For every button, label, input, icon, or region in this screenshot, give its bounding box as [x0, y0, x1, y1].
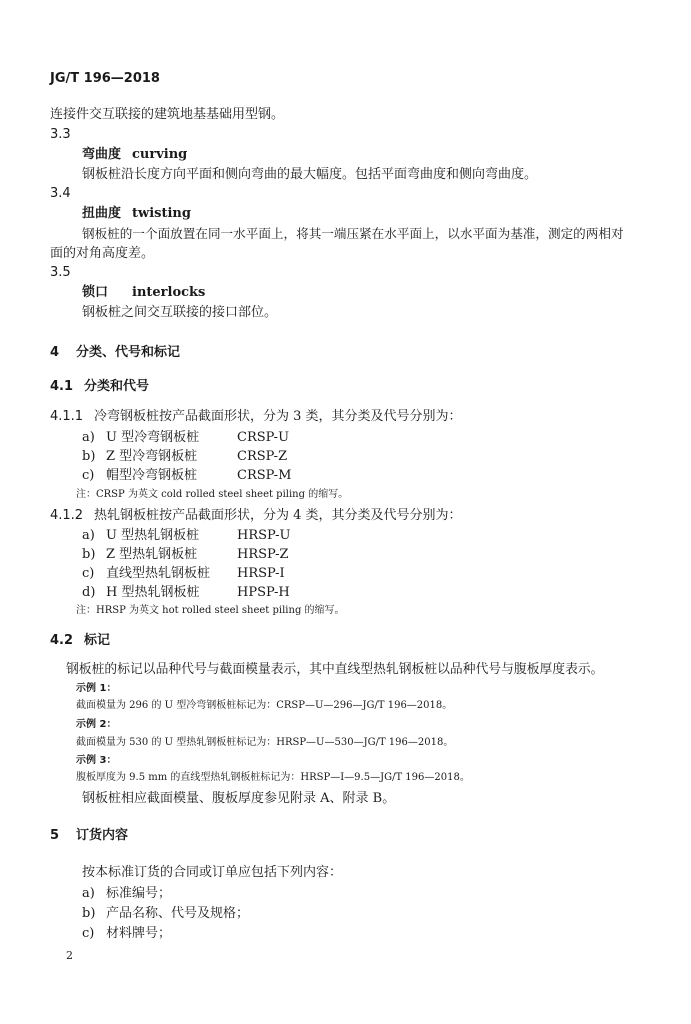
term-number: 3.4 — [50, 186, 71, 201]
clause-number: 4.1.1 — [50, 409, 84, 424]
list-item-name: 帽型冷弯钢板桩 — [106, 468, 198, 483]
list-item-text: 产品名称、代号及规格； — [106, 906, 250, 921]
subsection-title: 标记 — [84, 633, 111, 648]
list-item-name: U 型热轧钢板桩 — [106, 528, 200, 543]
list-item-code: CRSP-Z — [237, 449, 288, 464]
list-marker: b) — [82, 906, 96, 921]
list-item-name: U 型冷弯钢板桩 — [106, 430, 200, 445]
list-marker: a) — [82, 528, 95, 543]
term-title-en: twisting — [132, 206, 191, 221]
list-item-code: CRSP-U — [237, 430, 290, 445]
subsection-number: 4.1 — [50, 379, 74, 394]
list-marker: c) — [82, 566, 95, 581]
subsection-number: 4.2 — [50, 633, 74, 648]
list-item-name: 直线型热轧钢板桩 — [106, 566, 211, 581]
section-number: 5 — [50, 828, 60, 843]
example-label: 示例 3： — [76, 755, 117, 766]
section-title: 订货内容 — [76, 828, 129, 843]
term-definition: 钢板桩的一个面放置在同一水平面上，将其一端压紧在水平面上，以水平面为基准，测定的两相对 — [82, 226, 624, 241]
list-marker: c) — [82, 468, 95, 483]
subsection-title: 分类和代号 — [84, 379, 150, 394]
list-item-name: H 型热轧钢板桩 — [106, 585, 200, 600]
example-text: 截面模量为 530 的 U 型热轧钢板桩标记为：HRSP—U—530—JG/T 196—2018。 — [76, 737, 454, 748]
list-item-text: 材料牌号； — [106, 926, 172, 941]
list-item-code: HRSP-Z — [237, 547, 289, 562]
list-marker: c) — [82, 926, 95, 941]
list-marker: b) — [82, 547, 96, 562]
section-title: 分类、代号和标记 — [76, 345, 181, 360]
term-definition: 钢板桩沿长度方向平面和侧向弯曲的最大幅度。包括平面弯曲度和侧向弯曲度。 — [82, 167, 538, 182]
example-label: 示例 1： — [76, 683, 117, 694]
term-title-zh: 弯曲度 — [82, 147, 122, 162]
term-definition-cont: 面的对角高度差。 — [50, 246, 155, 261]
list-item-code: HRSP-U — [237, 528, 291, 543]
note: 注：CRSP 为英文 cold rolled steel sheet piling 的缩写。 — [76, 489, 349, 500]
list-item-code: HRSP-I — [237, 566, 285, 581]
clause-text: 钢板桩的标记以品种代号与截面模量表示，其中直线型热轧钢板桩以品种代号与腹板厚度表示。 — [66, 662, 604, 677]
list-marker: a) — [82, 430, 95, 445]
term-number: 3.3 — [50, 127, 71, 142]
list-marker: a) — [82, 886, 95, 901]
example-text: 截面模量为 296 的 U 型冷弯钢板桩标记为：CRSP—U—296—JG/T 196—2018。 — [76, 700, 453, 711]
list-item-code: CRSP-M — [237, 468, 292, 483]
page-number: 2 — [66, 949, 73, 962]
list-item-code: HPSP-H — [237, 585, 290, 600]
term-title-en: interlocks — [132, 285, 206, 300]
list-item-name: Z 型冷弯钢板桩 — [106, 449, 198, 464]
term-title-en: curving — [132, 147, 188, 162]
term-number: 3.5 — [50, 265, 71, 280]
term-definition: 钢板桩之间交互联接的接口部位。 — [82, 305, 278, 320]
example-label: 示例 2： — [76, 719, 117, 730]
example-text: 腹板厚度为 9.5 mm 的直线型热轧钢板桩标记为：HRSP—I—9.5—JG/T 196—2018。 — [76, 772, 470, 783]
list-item-text: 标准编号； — [106, 886, 172, 901]
list-marker: b) — [82, 449, 96, 464]
term-title-zh: 扭曲度 — [82, 206, 122, 221]
clause-text: 冷弯钢板桩按产品截面形状，分为 3 类，其分类及代号分别为： — [94, 409, 462, 424]
note: 注：HRSP 为英文 hot rolled steel sheet piling 的缩写。 — [76, 605, 345, 616]
clause-text: 热轧钢板桩按产品截面形状，分为 4 类，其分类及代号分别为： — [94, 508, 462, 523]
standard-code: JG/T 196—2018 — [50, 71, 160, 86]
term-title-zh: 锁口 — [82, 285, 109, 300]
list-item-name: Z 型热轧钢板桩 — [106, 547, 198, 562]
appendix-reference: 钢板桩相应截面模量、腹板厚度参见附录 A、附录 B。 — [82, 791, 396, 806]
intro-continuation: 连接件交互联接的建筑地基基础用型钢。 — [50, 107, 285, 122]
clause-text: 按本标准订货的合同或订单应包括下列内容： — [82, 865, 343, 880]
clause-number: 4.1.2 — [50, 508, 84, 523]
section-number: 4 — [50, 345, 60, 360]
list-marker: d) — [82, 585, 96, 600]
